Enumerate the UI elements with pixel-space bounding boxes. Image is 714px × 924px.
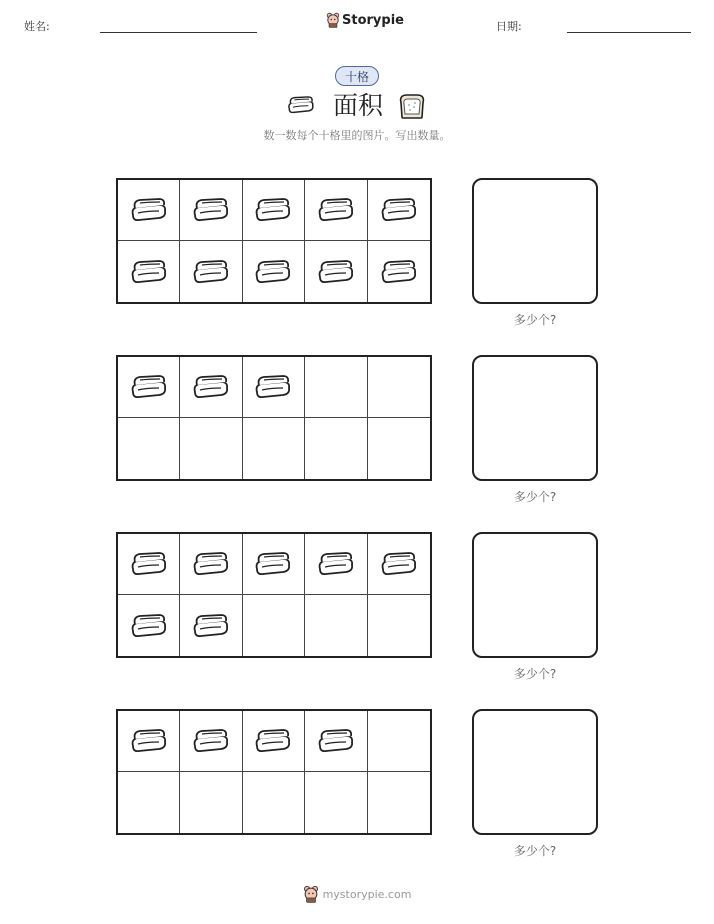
ten-frame-cell bbox=[368, 357, 430, 418]
answer-label-3: 多少个? bbox=[513, 667, 557, 681]
folded-towel-icon bbox=[129, 549, 169, 579]
folded-towel-icon bbox=[191, 372, 231, 402]
ten-frame-cell bbox=[368, 534, 430, 595]
toast-icon bbox=[398, 92, 426, 120]
ten-frame-cell bbox=[243, 595, 305, 656]
folded-towel-icon bbox=[191, 726, 231, 756]
folded-towel-icon bbox=[191, 611, 231, 641]
ten-frame-cell bbox=[305, 772, 367, 833]
folded-towel-icon bbox=[253, 726, 293, 756]
ten-frame-cell bbox=[368, 595, 430, 656]
ten-frame-cell bbox=[368, 772, 430, 833]
ten-frame-cell bbox=[305, 595, 367, 656]
answer-box-2[interactable] bbox=[472, 355, 598, 481]
folded-towel-icon bbox=[316, 257, 356, 287]
ten-frame-cell bbox=[305, 180, 367, 241]
ten-frame-4 bbox=[116, 709, 432, 835]
folded-towel-icon bbox=[129, 372, 169, 402]
ten-frame-cell bbox=[118, 595, 180, 656]
ten-frame-cell bbox=[243, 180, 305, 241]
folded-towel-icon bbox=[129, 195, 169, 225]
storypie-logo bbox=[326, 12, 404, 28]
ten-frame-cell bbox=[243, 772, 305, 833]
ten-frame-cell bbox=[118, 772, 180, 833]
bear-mascot-icon bbox=[326, 12, 340, 28]
folded-towel-icon bbox=[379, 549, 419, 579]
folded-towel-icon bbox=[253, 549, 293, 579]
folded-towel-icon bbox=[253, 195, 293, 225]
answer-box-4[interactable] bbox=[472, 709, 598, 835]
ten-frame-cell bbox=[118, 711, 180, 772]
ten-frame-cell bbox=[180, 241, 242, 302]
ten-frame-cell bbox=[118, 241, 180, 302]
ten-frame-1 bbox=[116, 178, 432, 304]
folded-towel-icon bbox=[316, 195, 356, 225]
folded-towel-icon bbox=[129, 257, 169, 287]
ten-frame-2 bbox=[116, 355, 432, 481]
ten-frame-cell bbox=[180, 772, 242, 833]
ten-frame-cell bbox=[180, 534, 242, 595]
ten-frame-cell bbox=[305, 711, 367, 772]
footer bbox=[0, 885, 714, 903]
ten-frame-cell bbox=[368, 180, 430, 241]
ten-frame-cell bbox=[305, 534, 367, 595]
ten-frame-cell bbox=[118, 534, 180, 595]
answer-label-1: 多少个? bbox=[513, 313, 557, 327]
name-label: 姓名: bbox=[24, 20, 50, 33]
towel-icon bbox=[286, 94, 316, 116]
name-write-line[interactable] bbox=[100, 32, 257, 33]
folded-towel-icon bbox=[379, 195, 419, 225]
footer-url: mystorypie.com bbox=[322, 887, 412, 901]
answer-box-3[interactable] bbox=[472, 532, 598, 658]
ten-frame-cell bbox=[243, 418, 305, 479]
folded-towel-icon bbox=[129, 611, 169, 641]
ten-frame-cell bbox=[368, 711, 430, 772]
ten-frame-cell bbox=[368, 418, 430, 479]
ten-frame-cell bbox=[118, 418, 180, 479]
answer-label-4: 多少个? bbox=[513, 844, 557, 858]
ten-frame-badge: 十格 bbox=[335, 66, 379, 86]
ten-frame-cell bbox=[180, 711, 242, 772]
ten-frame-3 bbox=[116, 532, 432, 658]
date-write-line[interactable] bbox=[567, 32, 691, 33]
ten-frame-cell bbox=[118, 357, 180, 418]
instructions: 数一数每个十格里的图片。写出数量。 bbox=[263, 129, 451, 142]
ten-frame-cell bbox=[243, 241, 305, 302]
bear-mascot-icon bbox=[303, 885, 319, 903]
folded-towel-icon bbox=[191, 195, 231, 225]
folded-towel-icon bbox=[379, 257, 419, 287]
ten-frame-cell bbox=[243, 357, 305, 418]
worksheet-title: 面积 bbox=[332, 91, 383, 120]
ten-frame-cell bbox=[180, 357, 242, 418]
ten-frame-cell bbox=[368, 241, 430, 302]
ten-frame-cell bbox=[305, 418, 367, 479]
ten-frame-cell bbox=[180, 180, 242, 241]
folded-towel-icon bbox=[316, 549, 356, 579]
folded-towel-icon bbox=[129, 726, 169, 756]
ten-frame-cell bbox=[243, 534, 305, 595]
answer-box-1[interactable] bbox=[472, 178, 598, 304]
folded-towel-icon bbox=[316, 726, 356, 756]
ten-frame-cell bbox=[243, 711, 305, 772]
brand-name: Storypie bbox=[342, 12, 404, 28]
ten-frame-cell bbox=[118, 180, 180, 241]
ten-frame-cell bbox=[305, 241, 367, 302]
folded-towel-icon bbox=[253, 257, 293, 287]
folded-towel-icon bbox=[191, 257, 231, 287]
date-label: 日期: bbox=[496, 20, 522, 33]
folded-towel-icon bbox=[191, 549, 231, 579]
folded-towel-icon bbox=[253, 372, 293, 402]
ten-frame-cell bbox=[180, 595, 242, 656]
ten-frame-cell bbox=[305, 357, 367, 418]
ten-frame-cell bbox=[180, 418, 242, 479]
answer-label-2: 多少个? bbox=[513, 490, 557, 504]
